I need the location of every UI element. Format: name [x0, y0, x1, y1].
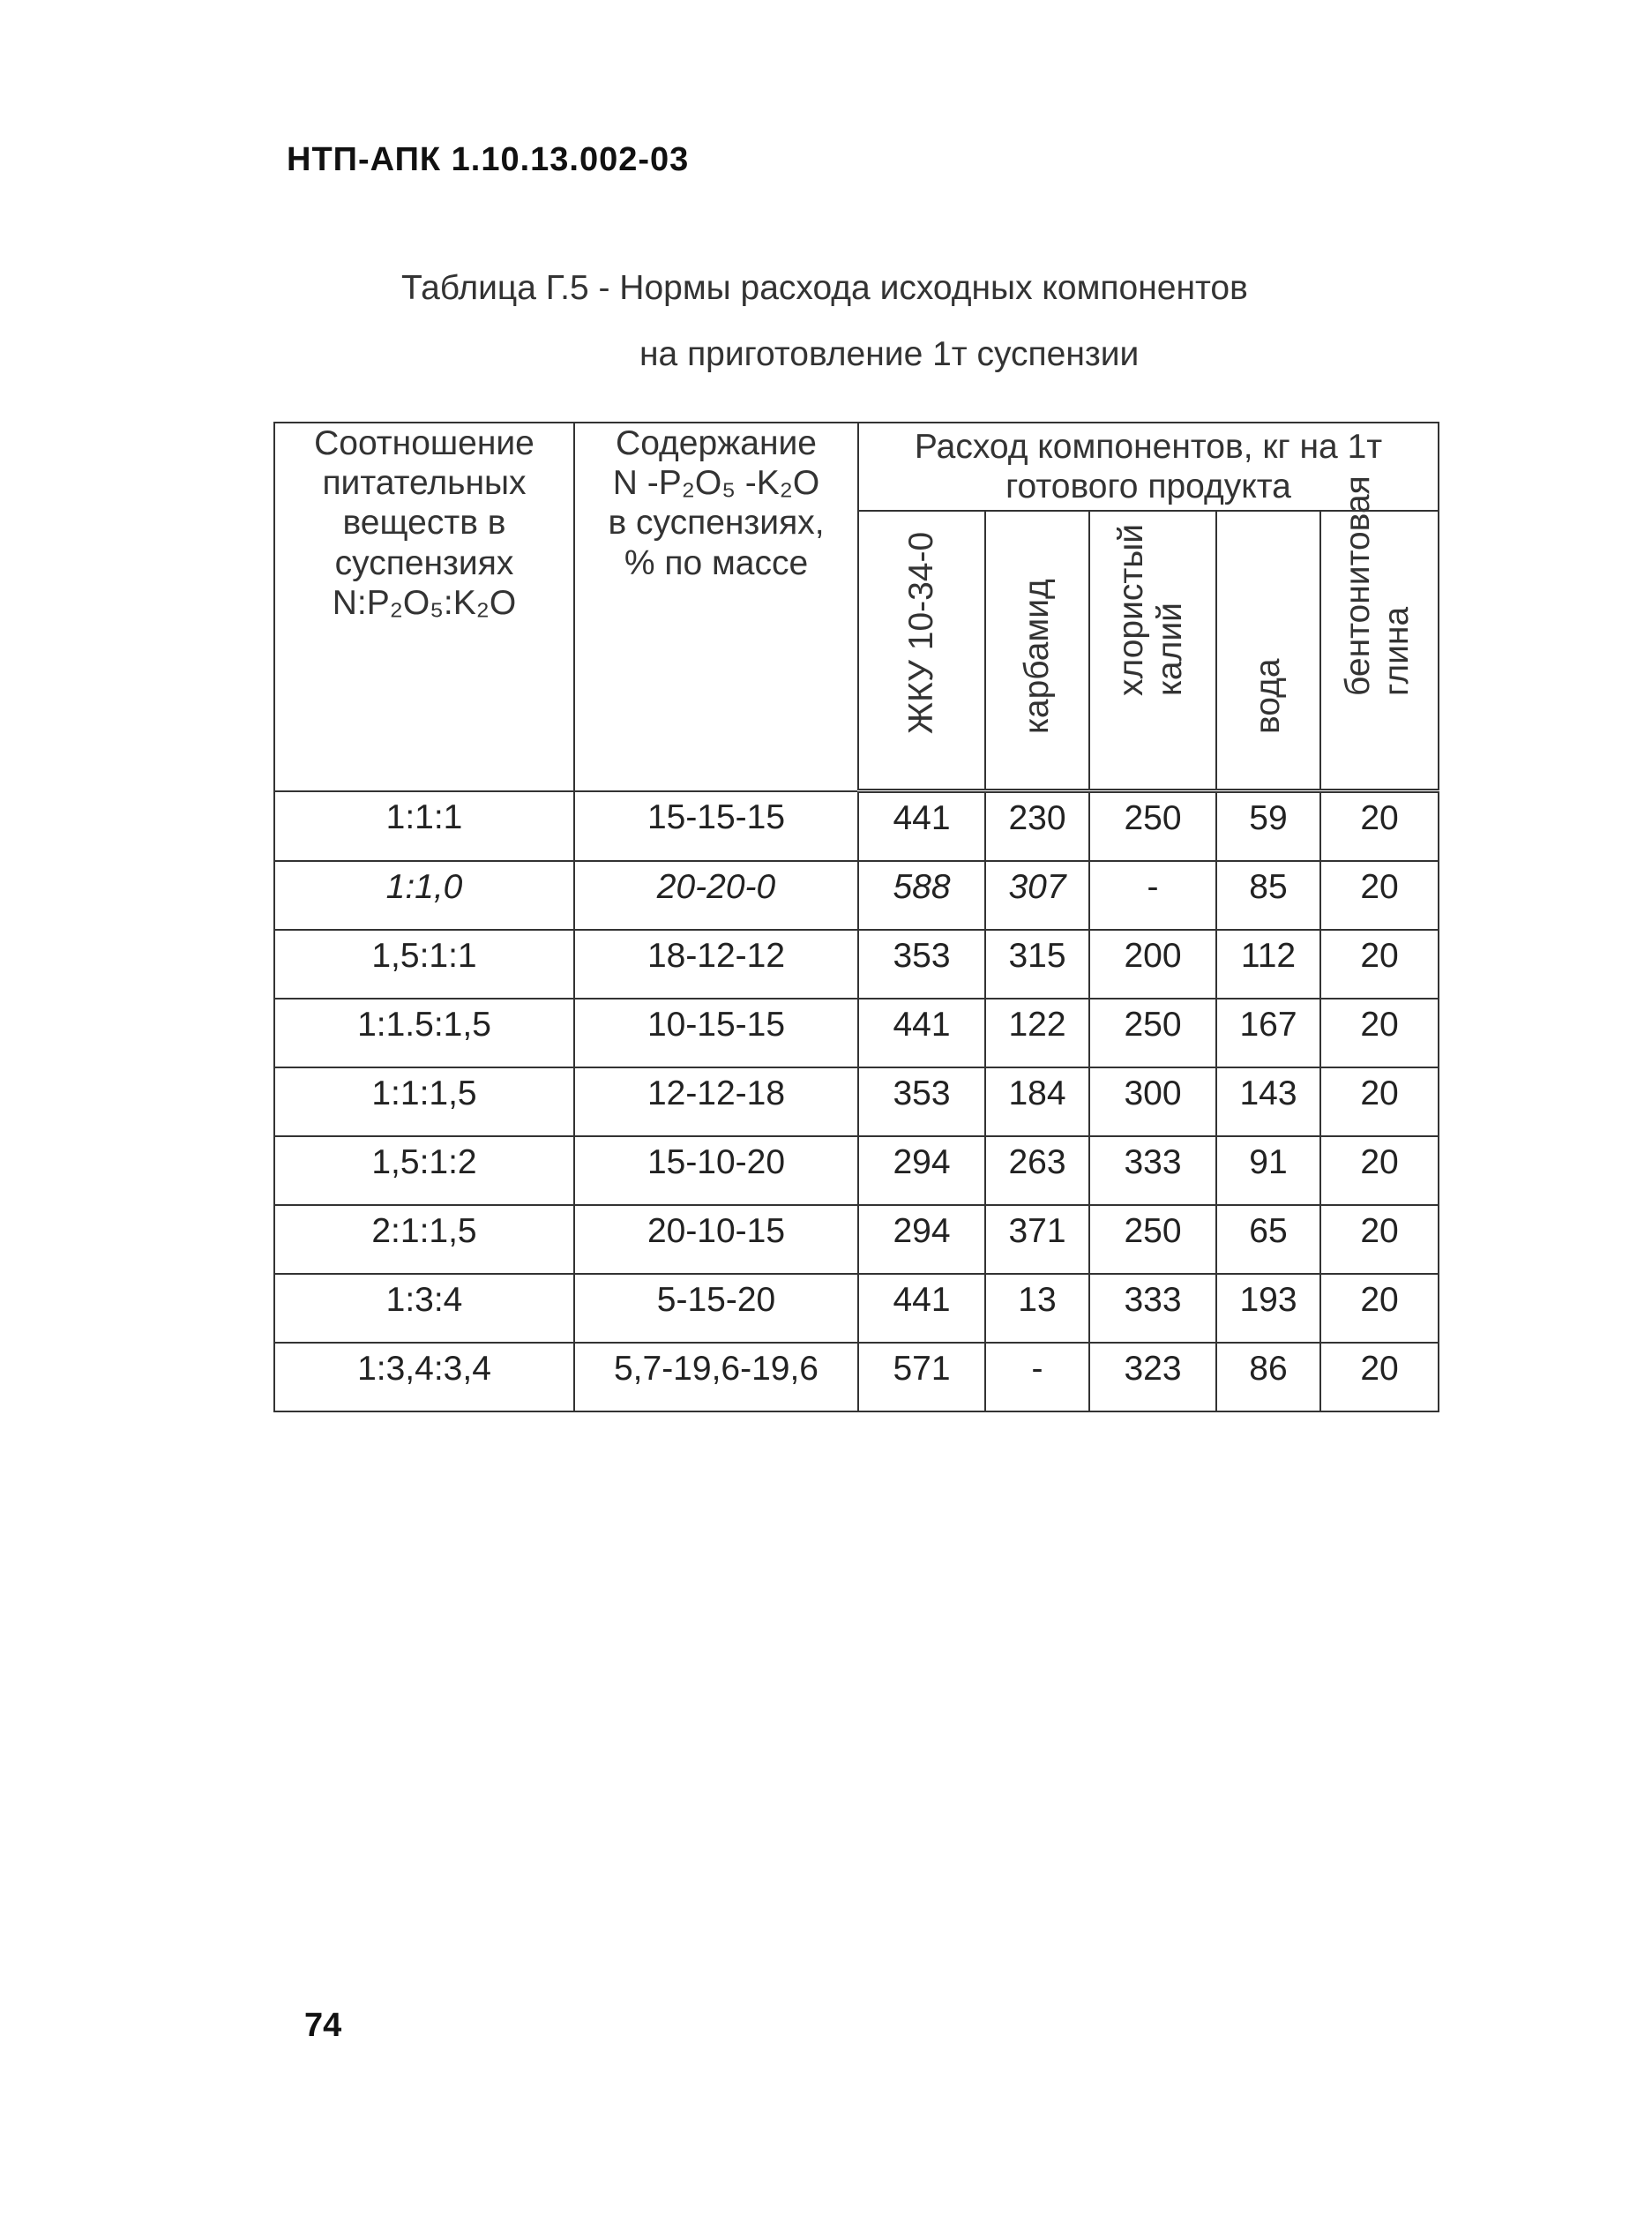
- cell-glina: 20: [1320, 1136, 1439, 1205]
- cell-voda: 59: [1216, 791, 1320, 862]
- cell-kcl: 200: [1089, 930, 1216, 999]
- header-bentonit-line2: глина: [1377, 606, 1416, 696]
- cell-karbamid: 184: [985, 1067, 1089, 1136]
- cell-content: 5,7-19,6-19,6: [574, 1343, 858, 1411]
- table-row: [274, 1205, 1439, 1274]
- header-khloristy-line1: хлористый: [1112, 523, 1150, 696]
- cell-kcl: 333: [1089, 1136, 1216, 1205]
- header-col-zhku: [858, 511, 985, 791]
- header-col-khloristy-kaliy: [1089, 511, 1216, 791]
- norms-table: [273, 422, 1439, 1412]
- cell-ratio: 2:1:1,5: [274, 1205, 574, 1274]
- cell-content: 20-20-0: [574, 861, 858, 930]
- cell-ratio: 1:1:1,5: [274, 1067, 574, 1136]
- cell-ratio: 1,5:1:2: [274, 1136, 574, 1205]
- cell-glina: 20: [1320, 1067, 1439, 1136]
- cell-karbamid: 307: [985, 861, 1089, 930]
- table-row: [274, 1343, 1439, 1411]
- cell-glina: 20: [1320, 1343, 1439, 1411]
- cell-karbamid: 263: [985, 1136, 1089, 1205]
- header-khloristy-line2: калий: [1150, 602, 1189, 696]
- cell-voda: 112: [1216, 930, 1320, 999]
- cell-zhku: 571: [858, 1343, 985, 1411]
- header-consumption-line1: Расход компонентов, кг на 1т: [914, 427, 1383, 466]
- cell-glina: 20: [1320, 999, 1439, 1067]
- cell-kcl: 250: [1089, 1205, 1216, 1274]
- header-bentonit-line1: бентонитовая: [1339, 475, 1378, 696]
- cell-zhku: 588: [858, 861, 985, 930]
- cell-ratio: 1:3:4: [274, 1274, 574, 1343]
- cell-ratio: 1:3,4:3,4: [274, 1343, 574, 1411]
- cell-voda: 85: [1216, 861, 1320, 930]
- cell-ratio: 1:1:1: [274, 791, 574, 862]
- cell-voda: 143: [1216, 1067, 1320, 1136]
- cell-zhku: 441: [858, 791, 985, 862]
- cell-voda: 167: [1216, 999, 1320, 1067]
- cell-voda: 65: [1216, 1205, 1320, 1274]
- document-code: НТП-АПК 1.10.13.002-03: [287, 141, 690, 178]
- cell-zhku: 294: [858, 1205, 985, 1274]
- header-content-line4: % по массе: [624, 543, 809, 582]
- header-col-voda: [1216, 511, 1320, 791]
- cell-voda: 91: [1216, 1136, 1320, 1205]
- cell-ratio: 1:1.5:1,5: [274, 999, 574, 1067]
- cell-glina: 20: [1320, 791, 1439, 862]
- cell-content: 15-15-15: [574, 791, 858, 862]
- table-row: [274, 861, 1439, 930]
- cell-content: 20-10-15: [574, 1205, 858, 1274]
- header-content-line1: Содержание: [616, 424, 817, 462]
- header-ratio-line2: питательных: [322, 464, 527, 503]
- table-caption-line1: Таблица Г.5 - Нормы расхода исходных компонентов: [401, 269, 1248, 307]
- cell-glina: 20: [1320, 1205, 1439, 1274]
- header-consumption-line2: готового продукта: [1005, 468, 1291, 505]
- header-voda-label: вода: [1249, 658, 1287, 735]
- cell-glina: 20: [1320, 861, 1439, 930]
- cell-kcl: 300: [1089, 1067, 1216, 1136]
- cell-ratio: 1,5:1:1: [274, 930, 574, 999]
- header-zhku-label: ЖКУ 10-34-0: [902, 532, 940, 735]
- cell-kcl: 250: [1089, 791, 1216, 862]
- header-ratio-formula: N:P₂O₅:K₂O: [332, 583, 517, 622]
- cell-zhku: 353: [858, 930, 985, 999]
- cell-glina: 20: [1320, 930, 1439, 999]
- header-nutrient-ratio: [274, 423, 574, 791]
- cell-karbamid: -: [985, 1343, 1089, 1411]
- cell-karbamid: 122: [985, 999, 1089, 1067]
- cell-ratio: 1:1,0: [274, 861, 574, 930]
- cell-kcl: 333: [1089, 1274, 1216, 1343]
- table-row: [274, 791, 1439, 862]
- page-number: 74: [304, 2007, 342, 2044]
- cell-content: 5-15-20: [574, 1274, 858, 1343]
- header-ratio-line4: суспензиях: [334, 543, 514, 582]
- table-row: [274, 1136, 1439, 1205]
- cell-content: 15-10-20: [574, 1136, 858, 1205]
- header-col-bentonit: [1320, 475, 1439, 791]
- cell-voda: 86: [1216, 1343, 1320, 1411]
- cell-karbamid: 315: [985, 930, 1089, 999]
- table-row: [274, 1067, 1439, 1136]
- table-row: [274, 930, 1439, 999]
- cell-karbamid: 230: [985, 791, 1089, 862]
- cell-content: 12-12-18: [574, 1067, 858, 1136]
- header-content-formula: N -P₂O₅ -K₂O: [612, 464, 820, 503]
- cell-zhku: 441: [858, 1274, 985, 1343]
- cell-kcl: 323: [1089, 1343, 1216, 1411]
- header-col-karbamid: [985, 511, 1089, 791]
- table-row: [274, 1274, 1439, 1343]
- cell-voda: 193: [1216, 1274, 1320, 1343]
- cell-kcl: -: [1089, 861, 1216, 930]
- cell-zhku: 353: [858, 1067, 985, 1136]
- header-content-line3: в суспензиях,: [608, 504, 825, 543]
- cell-karbamid: 13: [985, 1274, 1089, 1343]
- table-row: [274, 999, 1439, 1067]
- cell-content: 10-15-15: [574, 999, 858, 1067]
- header-content: [574, 423, 858, 791]
- header-ratio-line1: Соотношение: [314, 424, 534, 462]
- table-caption-line2: на приготовление 1т суспензии: [639, 335, 1140, 373]
- cell-glina: 20: [1320, 1274, 1439, 1343]
- cell-zhku: 294: [858, 1136, 985, 1205]
- cell-zhku: 441: [858, 999, 985, 1067]
- cell-kcl: 250: [1089, 999, 1216, 1067]
- header-karbamid-label: карбамид: [1018, 579, 1056, 735]
- cell-karbamid: 371: [985, 1205, 1089, 1274]
- header-ratio-line3: веществ в: [342, 504, 506, 543]
- cell-content: 18-12-12: [574, 930, 858, 999]
